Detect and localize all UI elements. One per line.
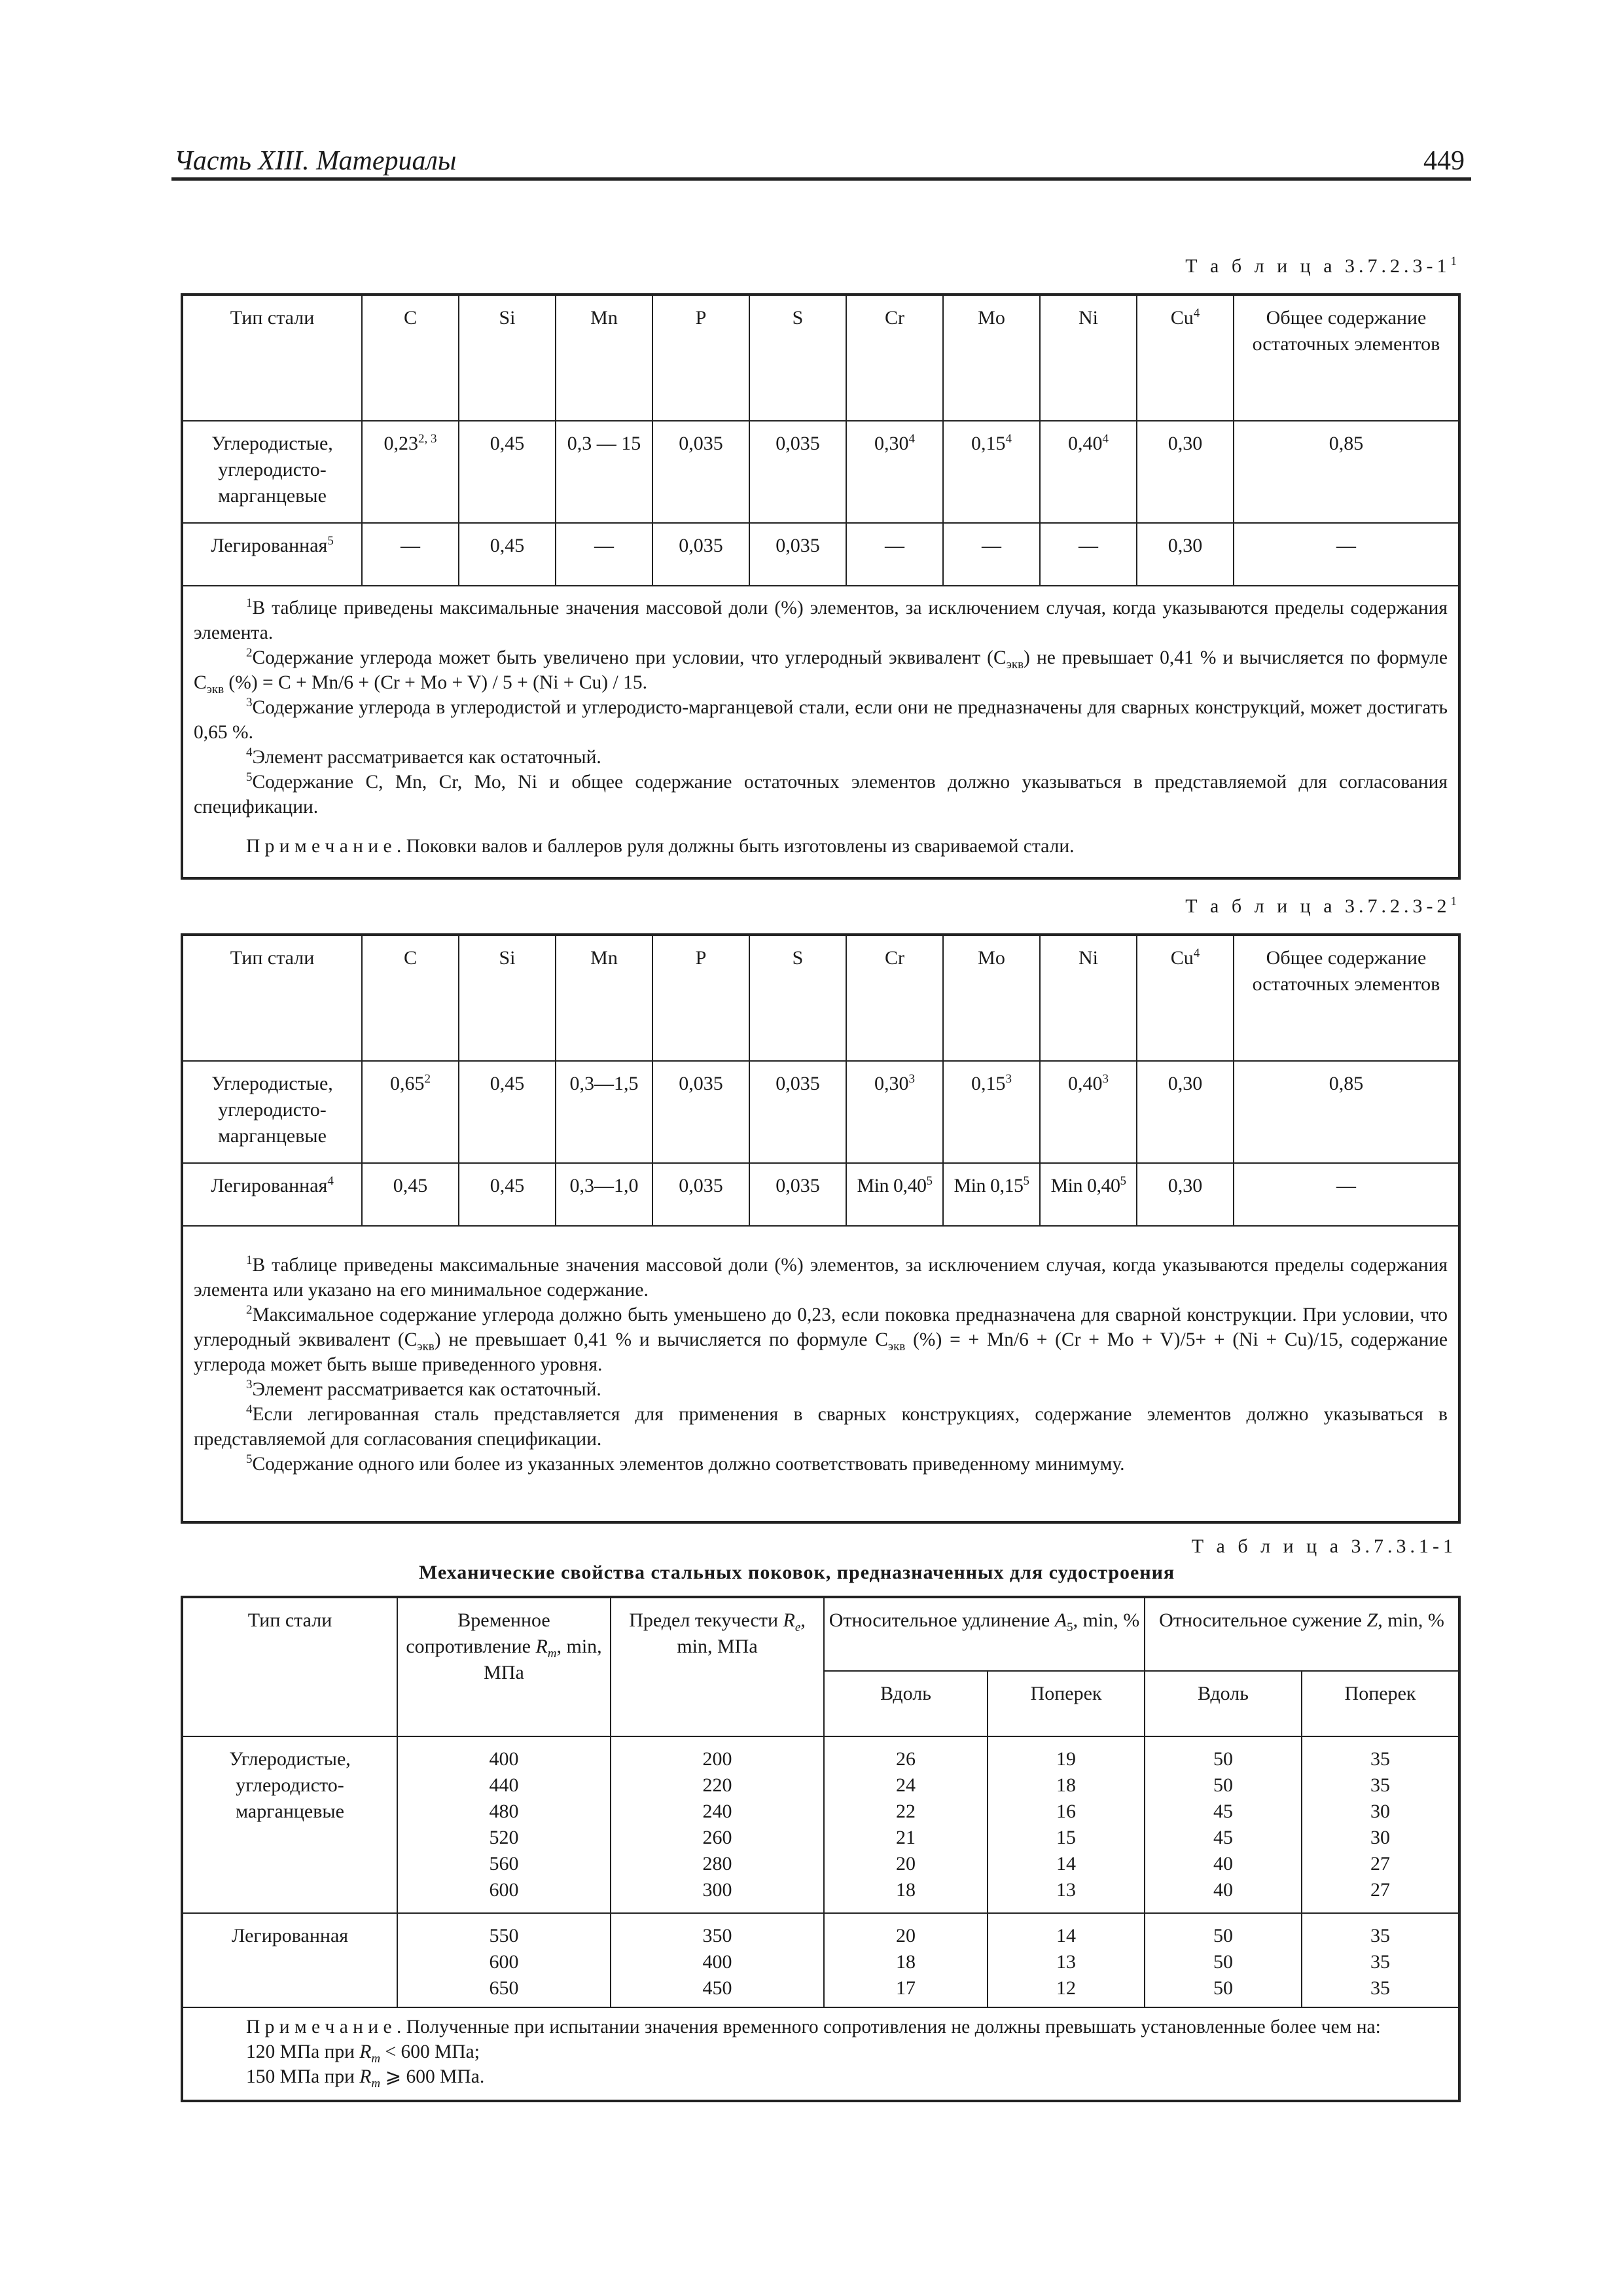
- t3-r2-re: 350 400 450: [611, 1913, 824, 2007]
- t1-note-2: $^2$Содержание углерода может быть увеличено при условии, что углеродный эквивалент $(C_{экв})$ не превышает 0,41 % и вычисляется по формуле $C_{экв}$ (%) = C + Mn/6 + (Cr + Mo + V) / 5 + (Ni + Cu) / 15.: [194, 646, 1448, 696]
- t2-r1-cu: 0,30: [1137, 1061, 1234, 1163]
- header-rule: [171, 177, 1471, 181]
- t3-r1-a-along: 26 24 22 21 20 18: [824, 1736, 988, 1913]
- table1-notes: [183, 586, 1459, 878]
- t1-remark: П р и м е ч а н и е . Поковки валов и баллеров руля должны быть изготовлены из свариваемой стали.: [246, 836, 1075, 857]
- t1-r1-cr: 0,30$^4$: [846, 421, 943, 523]
- t1-r1-p: 0,035: [652, 421, 749, 523]
- table1-notes-row: [183, 586, 1459, 878]
- t3-r2-type: Легированная: [183, 1913, 397, 2007]
- t1-note-3: $^3$Содержание углерода в углеродистой и углеродисто-марганцевой стали, если они не предназначены для сварных конструкций, может достигать 0,65 %.: [194, 696, 1448, 743]
- t1-r2-ni: —: [1040, 523, 1137, 586]
- table2: [182, 935, 1459, 1522]
- table3-caption: Т а б л и ц а 3.7.3.1-1: [1191, 1535, 1457, 1557]
- t2-r2-total: —: [1234, 1163, 1459, 1226]
- t1-r2-p: 0,035: [652, 523, 749, 586]
- t3-r1-re: 200 220 240 260 280 300: [611, 1736, 824, 1913]
- t1-h-ni: Ni: [1040, 295, 1137, 421]
- t2-r1-s: 0,035: [749, 1061, 846, 1163]
- t2-r2-mn: 0,3—1,0: [556, 1163, 652, 1226]
- t2-r2-type: Легированная$^4$: [183, 1163, 362, 1226]
- t1-r2-cr: —: [846, 523, 943, 586]
- t3-note-line2: 150 МПа при $R_m$ ⩾ 600 МПа.: [246, 2066, 485, 2090]
- t1-r2-type: Легированная$^5$: [183, 523, 362, 586]
- t2-h-ni: Ni: [1040, 935, 1137, 1061]
- table3-note: [183, 2007, 1459, 2100]
- t1-r1-s: 0,035: [749, 421, 846, 523]
- t1-r1-cu: 0,30: [1137, 421, 1234, 523]
- t2-h-total: Общее содержание остаточных элементов: [1234, 935, 1459, 1061]
- t2-h-type: Тип стали: [183, 935, 362, 1061]
- table2-caption-text: Т а б л и ц а 3.7.2.3-2: [1185, 895, 1451, 917]
- page-header: [171, 145, 1467, 179]
- t2-h-si: Si: [459, 935, 556, 1061]
- table-row: [183, 1061, 1459, 1163]
- t2-r1-si: 0,45: [459, 1061, 556, 1163]
- t2-r1-cr: 0,30$^3$: [846, 1061, 943, 1163]
- t2-h-mn: Mn: [556, 935, 652, 1061]
- t2-h-mo: Mo: [943, 935, 1040, 1061]
- t3-r2-z-across: 35 35 35: [1302, 1913, 1459, 2007]
- t1-h-p: P: [652, 295, 749, 421]
- table2-caption-sup: 1: [1450, 895, 1457, 908]
- t3-r1-rm: 400 440 480 520 560 600: [397, 1736, 611, 1913]
- t3-r1-z-across: 35 35 30 30 27 27: [1302, 1736, 1459, 1913]
- t3-r1-z-along: 50 50 45 45 40 40: [1145, 1736, 1302, 1913]
- t1-r1-ni: 0,40$^4$: [1040, 421, 1137, 523]
- t1-r1-c: 0,23$^{2, 3}$: [362, 421, 459, 523]
- table2-notes: [183, 1226, 1459, 1522]
- table-row: [183, 1163, 1459, 1226]
- t2-note-4: $^4$Если легированная сталь представляется для применения в сварных конструкциях, содержание элементов должно указываться в представляемой для согласования спецификации.: [194, 1403, 1448, 1450]
- table-row: [183, 421, 1459, 523]
- t2-h-cu: Cu$^4$: [1137, 935, 1234, 1061]
- table-row: [183, 1913, 1459, 2007]
- t3-h-type: Тип стали: [183, 1598, 397, 1736]
- t3-h-a5: Относительное удлинение $A_5$, min, %: [824, 1598, 1145, 1671]
- t1-h-c: C: [362, 295, 459, 421]
- t1-r2-si: 0,45: [459, 523, 556, 586]
- t3-note-line1: 120 МПа при $R_m < 600$ МПа;: [246, 2041, 480, 2066]
- table3: [182, 1597, 1459, 2101]
- table1: [182, 295, 1459, 878]
- t1-r2-mo: —: [943, 523, 1040, 586]
- t3-h-re: Предел текучести $R_e$, min, МПа: [611, 1598, 824, 1736]
- table2-header-row: [183, 935, 1459, 1061]
- t1-r2-total: —: [1234, 523, 1459, 586]
- t3-h-z-along: Вдоль: [1145, 1671, 1302, 1736]
- t2-r1-ni: 0,40$^3$: [1040, 1061, 1137, 1163]
- t2-h-c: C: [362, 935, 459, 1061]
- t1-h-mo: Mo: [943, 295, 1040, 421]
- t3-h-a-along: Вдоль: [824, 1671, 988, 1736]
- t2-r2-p: 0,035: [652, 1163, 749, 1226]
- t1-r1-total: 0,85: [1234, 421, 1459, 523]
- t1-note-5: $^5$Содержание C, Mn, Cr, Mo, Ni и общее содержание остаточных элементов должно указываться в представляемой для согласования спецификации.: [194, 770, 1448, 817]
- t1-h-type: Тип стали: [183, 295, 362, 421]
- t3-r1-type: Углеродистые, углеродисто-марганцевые: [183, 1736, 397, 1913]
- table1-caption-sup: 1: [1450, 255, 1457, 268]
- table-row: [183, 1736, 1459, 1913]
- table3-title: Механические свойства стальных поковок, предназначенных для судостроения: [419, 1562, 1175, 1583]
- table1-header-row: [183, 295, 1459, 421]
- t1-h-si: Si: [459, 295, 556, 421]
- t1-r1-type: Углеродистые, углеродисто-марганцевые: [183, 421, 362, 523]
- table3-header-row: [183, 1598, 1459, 1671]
- t3-r2-z-along: 50 50 50: [1145, 1913, 1302, 2007]
- t3-h-rm: Временное сопротивление $R_m$, min, МПа: [397, 1598, 611, 1736]
- t2-r2-cu: 0,30: [1137, 1163, 1234, 1226]
- table2-caption: [1113, 895, 1457, 918]
- t2-r1-type: Углеродистые, углеродисто-марганцевые: [183, 1061, 362, 1163]
- t3-h-a-across: Поперек: [988, 1671, 1145, 1736]
- t2-h-s: S: [749, 935, 846, 1061]
- t1-r2-mn: —: [556, 523, 652, 586]
- t2-r2-c: 0,45: [362, 1163, 459, 1226]
- t2-r1-mn: 0,3—1,5: [556, 1061, 652, 1163]
- t2-h-cr: Cr: [846, 935, 943, 1061]
- t2-r2-si: 0,45: [459, 1163, 556, 1226]
- t1-h-mn: Mn: [556, 295, 652, 421]
- t1-h-cr: Cr: [846, 295, 943, 421]
- running-title: Часть XIII. Материалы: [174, 146, 457, 176]
- t2-note-5: $^5$Содержание одного или более из указанных элементов должно соответствовать приведенному минимуму.: [246, 1452, 1125, 1475]
- t1-h-s: S: [749, 295, 846, 421]
- t1-r2-cu: 0,30: [1137, 523, 1234, 586]
- t1-h-total: Общее содержание остаточных элементов: [1234, 295, 1459, 421]
- t1-r1-si: 0,45: [459, 421, 556, 523]
- t1-note-1: $^1$В таблице приведены максимальные значения массовой доли (%) элементов, за исключением случая, когда указываются пределы содержания элемента.: [194, 596, 1448, 643]
- t2-note-3: $^3$Элемент рассматривается как остаточный.: [246, 1378, 601, 1400]
- table1-caption-text: Т а б л и ц а 3.7.2.3-1: [1185, 255, 1451, 277]
- t2-r2-cr: Min 0,40$^5$: [846, 1163, 943, 1226]
- t3-r2-a-along: 20 18 17: [824, 1913, 988, 2007]
- t1-r1-mo: 0,15$^4$: [943, 421, 1040, 523]
- t1-r2-s: 0,035: [749, 523, 846, 586]
- table3-notes-row: [183, 2007, 1459, 2100]
- t1-r2-c: —: [362, 523, 459, 586]
- t2-note-1: $^1$В таблице приведены максимальные значения массовой доли (%) элементов, за исключением случая, когда указываются пределы содержания элемента или указано на его минимальное содержание.: [194, 1253, 1448, 1300]
- table-row: [183, 523, 1459, 586]
- t2-r1-p: 0,035: [652, 1061, 749, 1163]
- t3-h-z-across: Поперек: [1302, 1671, 1459, 1736]
- table2-notes-row: [183, 1226, 1459, 1522]
- t2-r2-mo: Min 0,15$^5$: [943, 1163, 1040, 1226]
- t2-r2-s: 0,035: [749, 1163, 846, 1226]
- t3-r2-rm: 550 600 650: [397, 1913, 611, 2007]
- page-number: 449: [1423, 146, 1465, 176]
- t2-h-p: P: [652, 935, 749, 1061]
- table1-caption: [1113, 255, 1457, 278]
- t1-note-4: $^4$Элемент рассматривается как остаточный.: [246, 745, 601, 768]
- t3-h-z: Относительное сужение Z, min, %: [1145, 1598, 1459, 1671]
- t2-r2-ni: Min 0,40$^5$: [1040, 1163, 1137, 1226]
- t2-r1-c: 0,65$^2$: [362, 1061, 459, 1163]
- t2-r1-total: 0,85: [1234, 1061, 1459, 1163]
- t1-r1-mn: 0,3 — 15: [556, 421, 652, 523]
- t3-r2-a-across: 14 13 12: [988, 1913, 1145, 2007]
- t2-note-2: $^2$Максимальное содержание углерода должно быть уменьшено до 0,23, если поковка предназначена для сварной конструкции. При условии, что углеродный эквивалент $(C_{экв})$ не превышает 0,41 % и вычисляется по формуле $C_{экв}$ (%) = + Mn/6 + (Cr + Mo + V)/5+ + (Ni + Cu)/15, содержание углерода может быть выше приведенного уровня.: [194, 1303, 1448, 1375]
- t3-r1-a-across: 19 18 16 15 14 13: [988, 1736, 1145, 1913]
- t1-h-cu: Cu$^4$: [1137, 295, 1234, 421]
- t2-r1-mo: 0,15$^3$: [943, 1061, 1040, 1163]
- t3-note-main: П р и м е ч а н и е . Полученные при испытании значения временного сопротивления не должны превышать установленные более чем на:: [246, 2017, 1381, 2037]
